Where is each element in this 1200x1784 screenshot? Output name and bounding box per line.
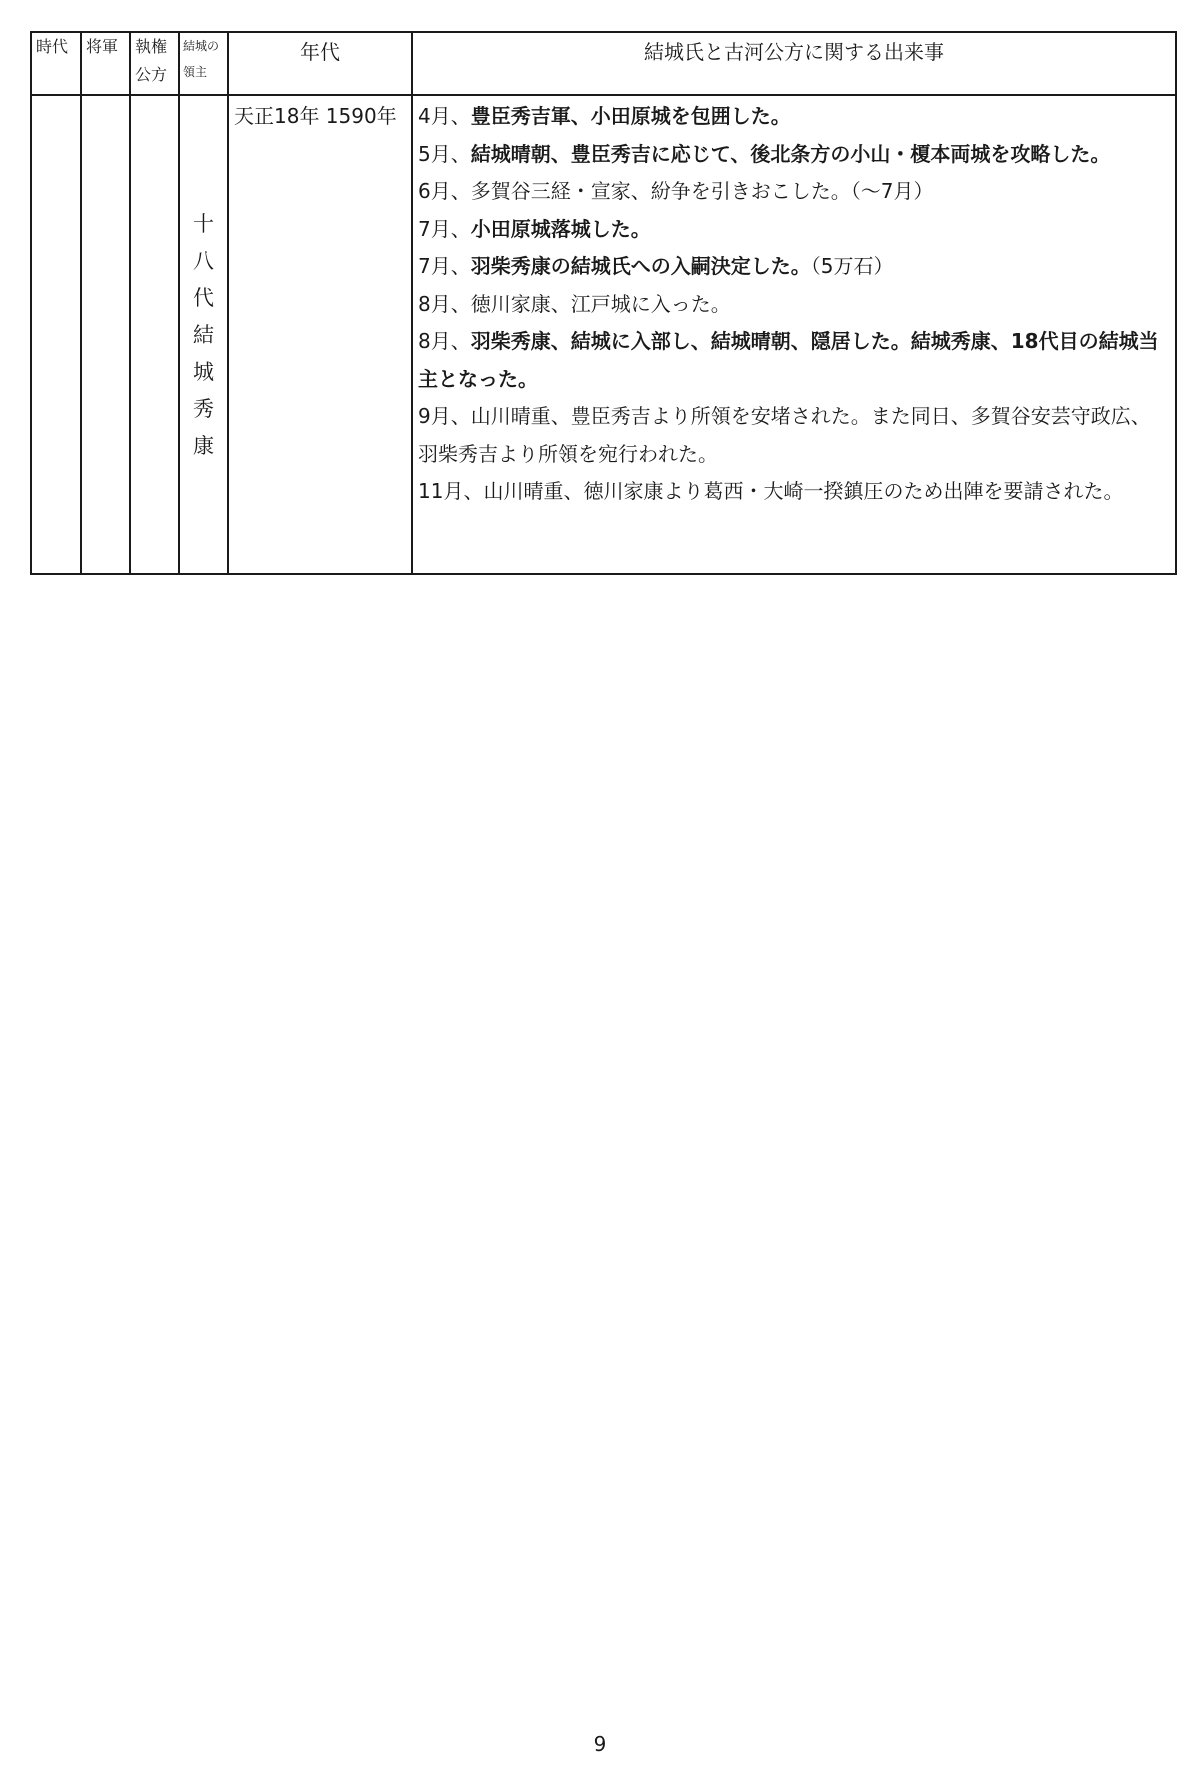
- event-item: 11月、山川晴重、徳川家康より葛西・大崎一揆鎮圧のため出陣を要請された。: [418, 479, 1124, 503]
- header-events: 結城氏と古河公方に関する出来事: [412, 32, 1176, 95]
- event-item: 7月、小田原城落城した。: [418, 216, 651, 241]
- header-lord-line1: 結城の: [183, 39, 220, 53]
- page-number: 9: [593, 1732, 607, 1756]
- table-row: [31, 95, 1176, 574]
- lord-name: 十八代結城秀康: [193, 212, 214, 458]
- event-item: 7月、羽柴秀康の結城氏への入嗣決定した。（5万石）: [418, 254, 894, 278]
- event-item: 5月、結城晴朝、豊臣秀吉に応じて、後北条方の小山・榎本両城を攻略した。: [418, 141, 1111, 166]
- lord-cell: [179, 95, 228, 574]
- header-kubo-line2: 公方: [135, 65, 168, 84]
- event-item: 4月、豊臣秀吉軍、小田原城を包囲した。: [418, 104, 791, 128]
- header-year: 年代: [228, 32, 412, 95]
- header-kubo: [130, 32, 179, 95]
- events-cell: [412, 95, 1176, 574]
- header-shogun: 将軍: [81, 32, 130, 95]
- kubo-cell: [130, 95, 179, 574]
- header-row: [31, 32, 1176, 95]
- chronology-table: [30, 31, 1177, 575]
- shogun-cell: [81, 95, 130, 574]
- date-cell: 天正18年 1590年: [228, 95, 412, 574]
- event-item: 8月、羽柴秀康、結城に入部し、結城晴朝、隠居した。結城秀康、18代目の結城当主となった。: [418, 329, 1159, 391]
- event-item: 9月、山川晴重、豊臣秀吉より所領を安堵された。また同日、多賀谷安芸守政広、羽柴秀吉より所領を宛行われた。: [418, 404, 1151, 466]
- header-kubo-line1: 執権: [135, 37, 168, 56]
- event-item: 6月、多賀谷三経・宣家、紛争を引きおこした。（〜7月）: [418, 179, 934, 203]
- event-item: 8月、徳川家康、江戸城に入った。: [418, 291, 731, 316]
- era-cell: [31, 95, 81, 574]
- header-lord-line2: 領主: [183, 65, 208, 79]
- header-era: 時代: [31, 32, 81, 95]
- header-lord: [179, 32, 228, 95]
